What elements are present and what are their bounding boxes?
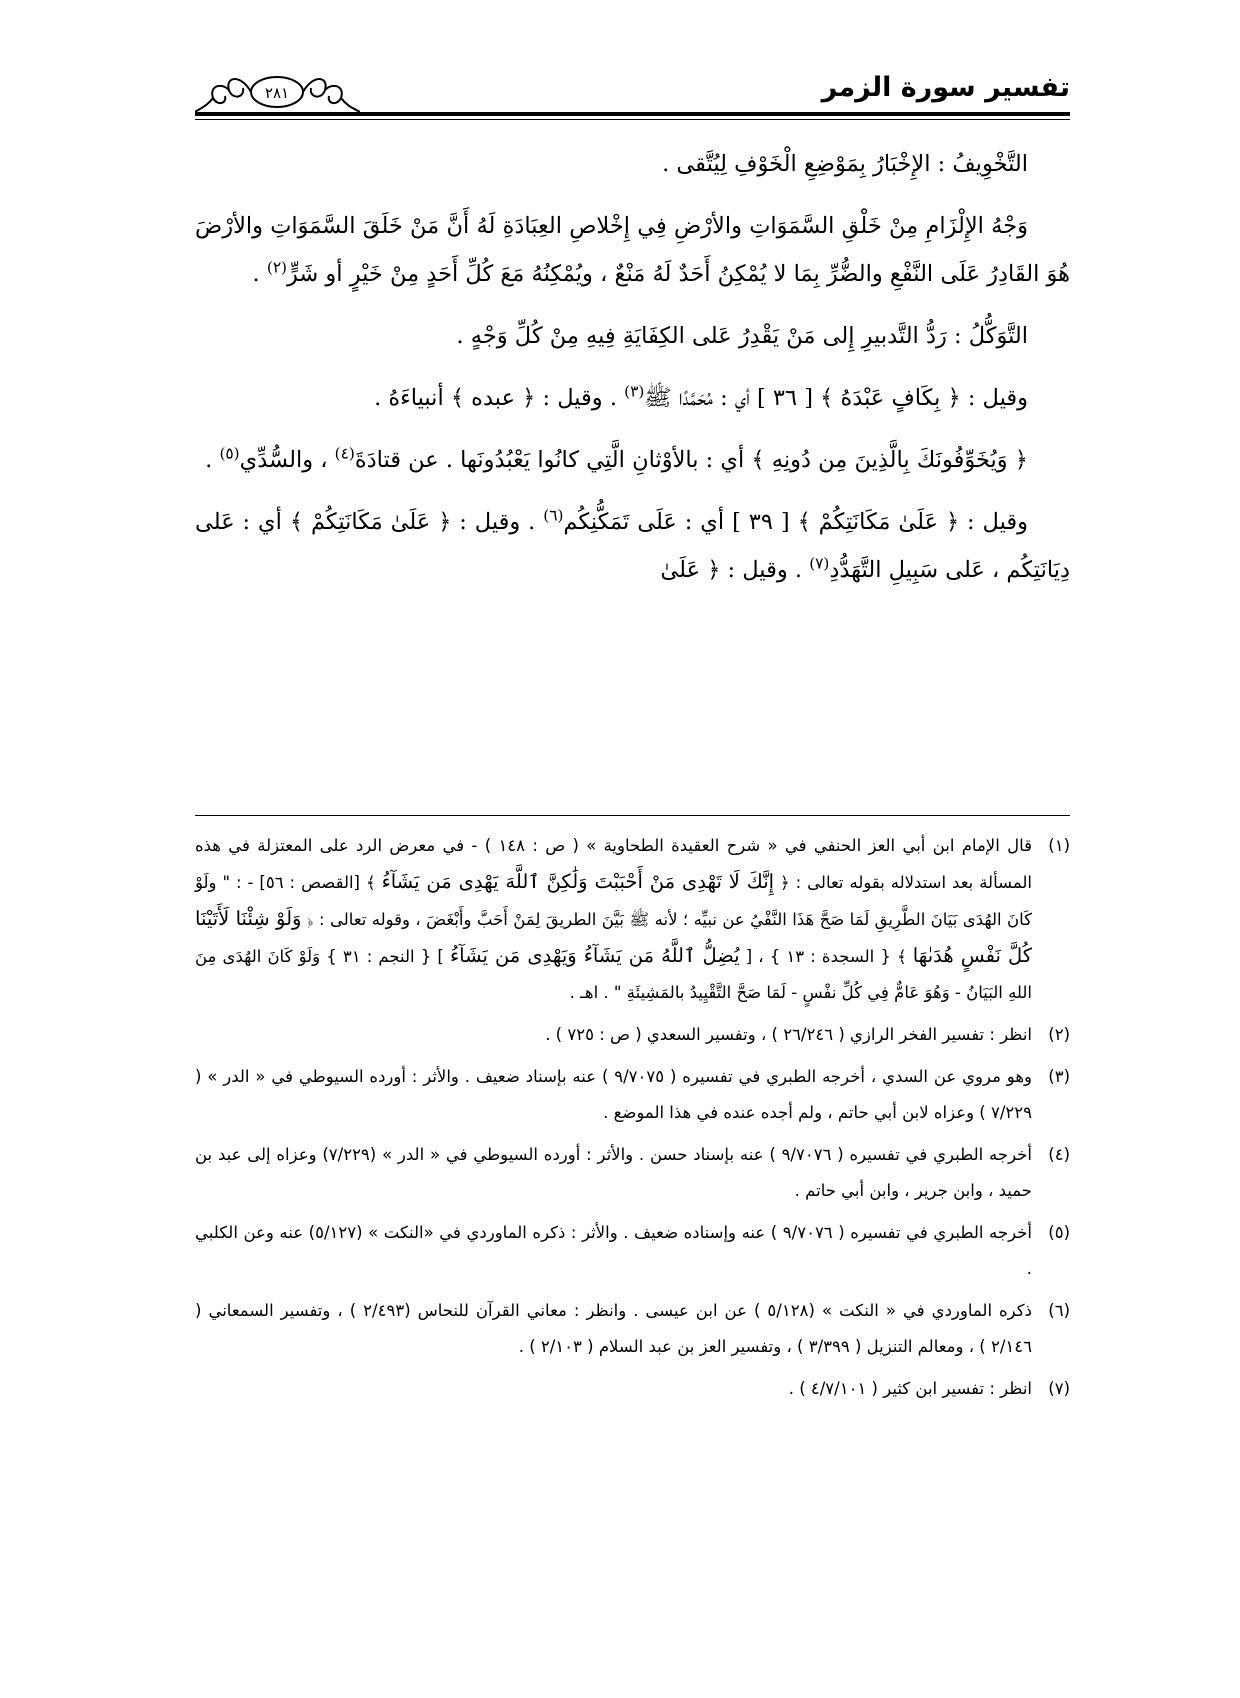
footnote-text: وهو مروي عن السدي ، أخرجه الطبري في تفسيره ( ٩/٧٠٧٥ ) عنه بإسناد ضعيف . والأثر : أورده السيوطي في « الدر » ( ٧/٢٢٩ ) وعزاه لابن أبي حاتم ، ولم أجده عنده في هذا الموضع . [195,1067,1032,1122]
page-number-ornament [195,68,360,116]
footnote-text: قال الإمام ابن أبي العز الحنفي في « شرح العقيدة الطحاوية » ( ص : ١٤٨ ) - في معرض الرد على المعتزلة في هذه المسألة بعد استدلاله بقوله تعالى : ﴿ إِنَّكَ لَا تَهْدِى مَنْ أَحْبَبْتَ وَلَٰكِنَّ ٱللَّهَ يَهْدِى مَن يَشَآءُ ﴾ [القصص : ٥٦] - : " ولَوْ كَانَ الهُدَى بَيَانَ الطَّرِيقِ لَمَا صَحَّ هَذَا النَّفْيُ عن نبيِّه ؛ لأنه ﷺ بَيَّنَ الطريقَ لِمَنْ أَحَبَّ وأَبْغَضَ ، وقوله تعالى : ﴿ وَلَوْ شِئْنَا لَأَتَيْنَا كُلَّ نَفْسٍ هُدَىٰهَا ﴾ { السجدة : ١٣ } ، [ يُضِلُّ ٱللَّهُ مَن يَشَآءُ وَيَهْدِى مَن يَشَآءُ ] { النجم : ٣١ } وَلَوْ كَانَ الهُدَى مِنَ اللهِ البَيَانُ - وَهُوَ عَامٌّ فِي كُلِّ نفْسٍ - لَمَا صَحَّ التَّقْيِيدُ بالمَشِيئَةِ " . اهـ . [195,836,1033,1002]
footnotes [195,828,1070,1413]
paragraph-makanatikum: وقيل : ﴿ عَلَىٰ مَكَانَتِكُمْ ﴾ [ ٣٩ ] أي : عَلَى تَمَكُّنِكُم$^{(٦)}$ . وقيل : ﴿ عَلَىٰ مَكَانَتِكُمْ ﴾ أي : عَلى دِيَانَتِكُم ، عَلى سَبِيلِ التَّهَدُّدِ$^{(٧)}$ . وقيل : ﴿ عَلَىٰ [195,506,1070,583]
footnote-7 [195,1371,1070,1407]
footnote-3 [195,1059,1070,1131]
footnote-ref: (٥) [219,444,240,463]
footnote-5 [195,1215,1070,1287]
footnote-text: أخرجه الطبري في تفسيره ( ٩/٧٠٧٦ ) عنه بإسناد حسن . والأثر : أورده السيوطي في « الدر » (٧/٢٢٩) وعزاه إلى عبد بن حميد ، وابن جرير ، وابن أبي حاتم . [195,1145,1032,1200]
footnote-ref: (٣) [624,382,645,401]
footnote-text: انظر : تفسير الفخر الرازي ( ٢٦/٢٤٦ ) ، وتفسير السعدي ( ص : ٧٢٥ ) . [545,1025,1032,1044]
footnote-text: انظر : تفسير ابن كثير ( ٤/٧/١٠١ ) . [788,1379,1032,1398]
footnote-number: (٤) [1048,1145,1070,1164]
footnote-number: (٢) [1048,1025,1070,1044]
main-text [195,140,1070,608]
footnote-4 [195,1137,1070,1209]
footnote-number: (٣) [1048,1067,1070,1086]
footnote-ref: (٦) [543,506,564,525]
paragraph-ilzam: وَجْهُ الإِلْزَامِ مِنْ خَلْقِ السَّمَوَاتِ والأرْضِ فِي إِخْلاصِ العِبَادَةِ لَهُ أَنَّ مَنْ خَلَقَ السَّمَوَاتِ والأرْضَ هُوَ القَادِرُ عَلَى النَّفْعِ والضُّرِّ بِمَا لا يُمْكِنُ أَحَدٌ لَهُ مَنْعٌ ، ويُمْكِنُهُ مَعَ كُلِّ أَحَدٍ مِنْ خَيْرٍ أو شَرٍّ$^{(٢)}$ . [195,213,1070,287]
page-title: تفسير سورة الزمر [821,72,1070,103]
footnote-ref: (٧) [809,554,830,573]
footnote-number: (٥) [1048,1223,1070,1242]
footnote-ref: (٤) [334,444,355,463]
header-rule-thin [195,119,1070,120]
footnote-number: (٧) [1048,1379,1070,1398]
footnote-separator [195,815,1070,816]
paragraph-tawakkul: التَّوَكُّلُ : رَدُّ التَّدبيرِ إِلى مَنْ يَقْدِرُ عَلى الكِفَايَةِ فِيهِ مِنْ كُلِّ وَجْهٍ . [456,323,1028,349]
footnote-text: أخرجه الطبري في تفسيره ( ٩/٧٠٧٦ ) عنه وإسناده ضعيف . والأثر : ذكره الماوردي في «النكت » (٥/١٢٧) عنه وعن الكلبي . [195,1223,1032,1278]
paragraph-takhwif: التَّخْوِيفُ : الإِخْبَارُ بِمَوْضِعِ الْخَوْفِ لِيُتَّقى . [662,151,1028,177]
quran-verse: يُضِلُّ ٱللَّهُ مَن يَشَآءُ وَيَهْدِى مَن يَشَآءُ [449,944,740,967]
footnote-6 [195,1293,1070,1365]
paragraph-yukhawwifunak: ﴿ وَيُخَوِّفُونَكَ بِالَّذِينَ مِن دُونِهِ ﴾ أي : بالأوْثانِ الَّتِي كانُوا يَعْبُدُونَها . عن قتادَةَ$^{(٤)}$ ، والسُّدِّي$^{(٥)}$ . [205,444,1028,473]
header-rule-thick [195,112,1070,116]
page-number: ٢٨١ [264,84,290,102]
footnote-ref: (٢) [266,258,288,277]
footnote-number: (٦) [1048,1301,1070,1320]
page-header [195,68,1070,120]
footnote-text: ذكره الماوردي في « النكت » (٥/١٢٨ ) عن ابن عيسى . وانظر : معاني القرآن للنحاس (٢/٤٩٣ ) ، وتفسير السمعاني ( ٢/١٤٦ ) ، ومعالم التنزيل ( ٣/٣٩٩ ) ، وتفسير العز بن عبد السلام ( ٢/١٠٣ ) . [195,1301,1032,1356]
footnote-2 [195,1017,1070,1053]
quran-verse: وَلَوْ شِئْنَا لَأَتَيْنَا كُلَّ نَفْسٍ هُدَىٰهَا [195,907,1033,967]
quran-verse: إِنَّكَ لَا تَهْدِى مَنْ أَحْبَبْتَ وَلَٰكِنَّ ٱللَّهَ يَهْدِى مَن يَشَآءُ [381,870,775,893]
footnote-1 [195,828,1070,1011]
paragraph-bikaf: وقيل : ﴿ بِكَافٍ عَبْدَهُ ﴾ [ ٣٦ ] أي : مُحَمَّدًا ﷺ$^{(٣)}$ . وقيل : ﴿ عبده ﴾ أنبياءَهُ . [374,382,1028,411]
footnote-number: (١) [1048,836,1070,855]
